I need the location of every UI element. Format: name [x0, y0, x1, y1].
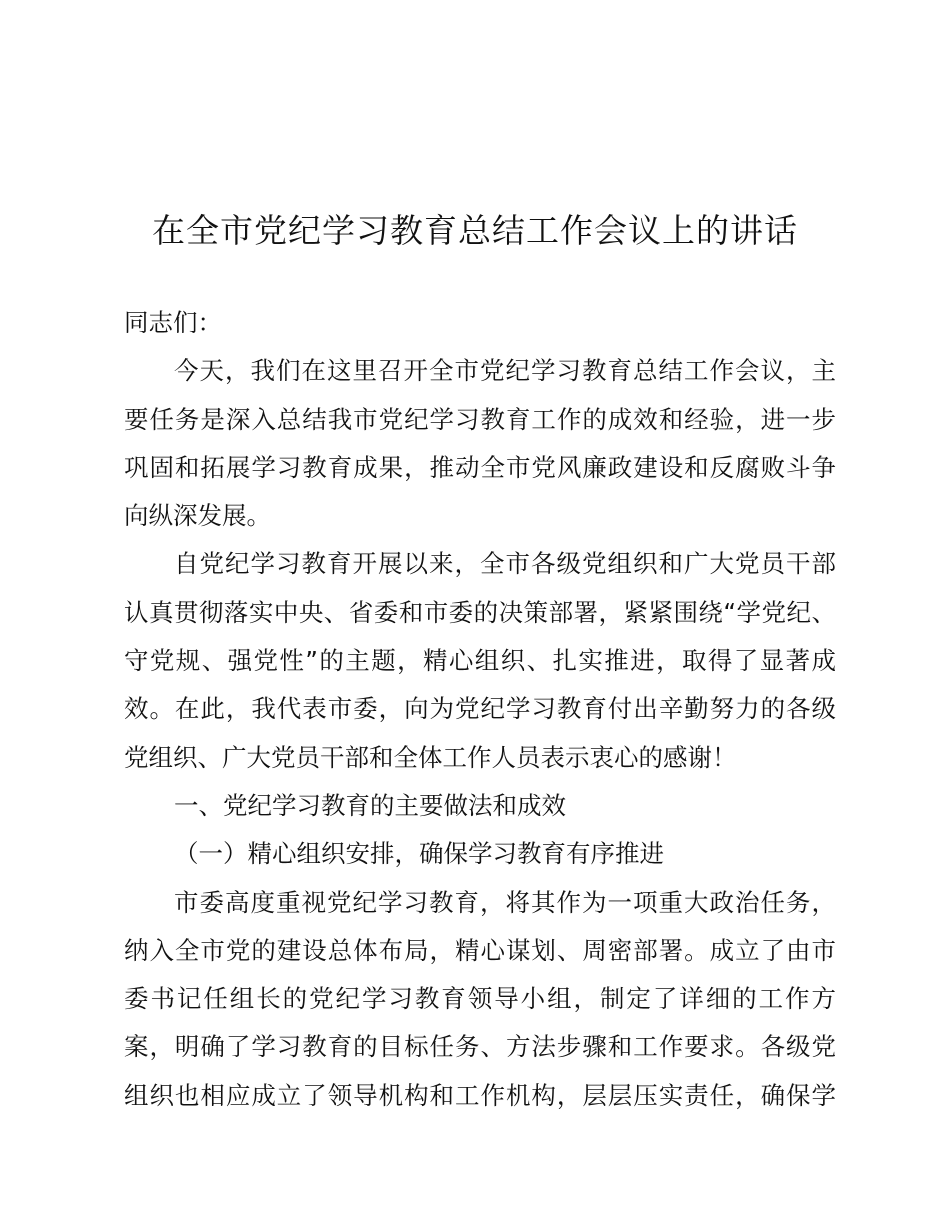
paragraph-line: 认真贯彻落实中央、省委和市委的决策部署，紧紧围绕“学党纪、 — [124, 597, 836, 627]
paragraph-line: 市委高度重视党纪学习教育，将其作为一项重大政治任务， — [174, 887, 836, 917]
section-heading-1: 一、党纪学习教育的主要做法和成效 — [174, 790, 566, 820]
paragraph-line: 今天，我们在这里召开全市党纪学习教育总结工作会议，主 — [174, 356, 836, 386]
paragraph-3 — [124, 879, 836, 1120]
paragraph-line: 向纵深发展。 — [124, 501, 271, 531]
paragraph-line: 纳入全市党的建设总体布局，精心谋划、周密部署。成立了由市 — [124, 935, 836, 965]
paragraph-line: 党组织、广大党员干部和全体工作人员表示衷心的感谢！ — [124, 742, 737, 772]
paragraph-2 — [124, 540, 836, 781]
paragraph-line: 组织也相应成立了领导机构和工作机构，层层压实责任，确保学 — [124, 1080, 836, 1110]
paragraph-line: 守党规、强党性”的主题，精心组织、扎实推进，取得了显著成 — [124, 646, 836, 676]
paragraph-line: 巩固和拓展学习教育成果，推动全市党风廉政建设和反腐败斗争 — [124, 452, 836, 482]
paragraph-line: 委书记任组长的党纪学习教育领导小组，制定了详细的工作方 — [124, 984, 836, 1014]
paragraph-line: 案，明确了学习教育的目标任务、方法步骤和工作要求。各级党 — [124, 1032, 836, 1062]
paragraph-1 — [124, 347, 836, 540]
paragraph-line: 自党纪学习教育开展以来，全市各级党组织和广大党员干部 — [174, 549, 836, 579]
document-title: 在全市党纪学习教育总结工作会议上的讲话 — [152, 211, 798, 250]
section-heading-2: （一）精心组织安排，确保学习教育有序推进 — [174, 839, 664, 869]
document-body — [124, 299, 836, 1120]
salutation: 同志们： — [124, 308, 222, 337]
paragraph-line: 效。在此，我代表市委，向为党纪学习教育付出辛勤努力的各级 — [124, 694, 836, 724]
paragraph-line: 要任务是深入总结我市党纪学习教育工作的成效和经验，进一步 — [124, 404, 836, 434]
